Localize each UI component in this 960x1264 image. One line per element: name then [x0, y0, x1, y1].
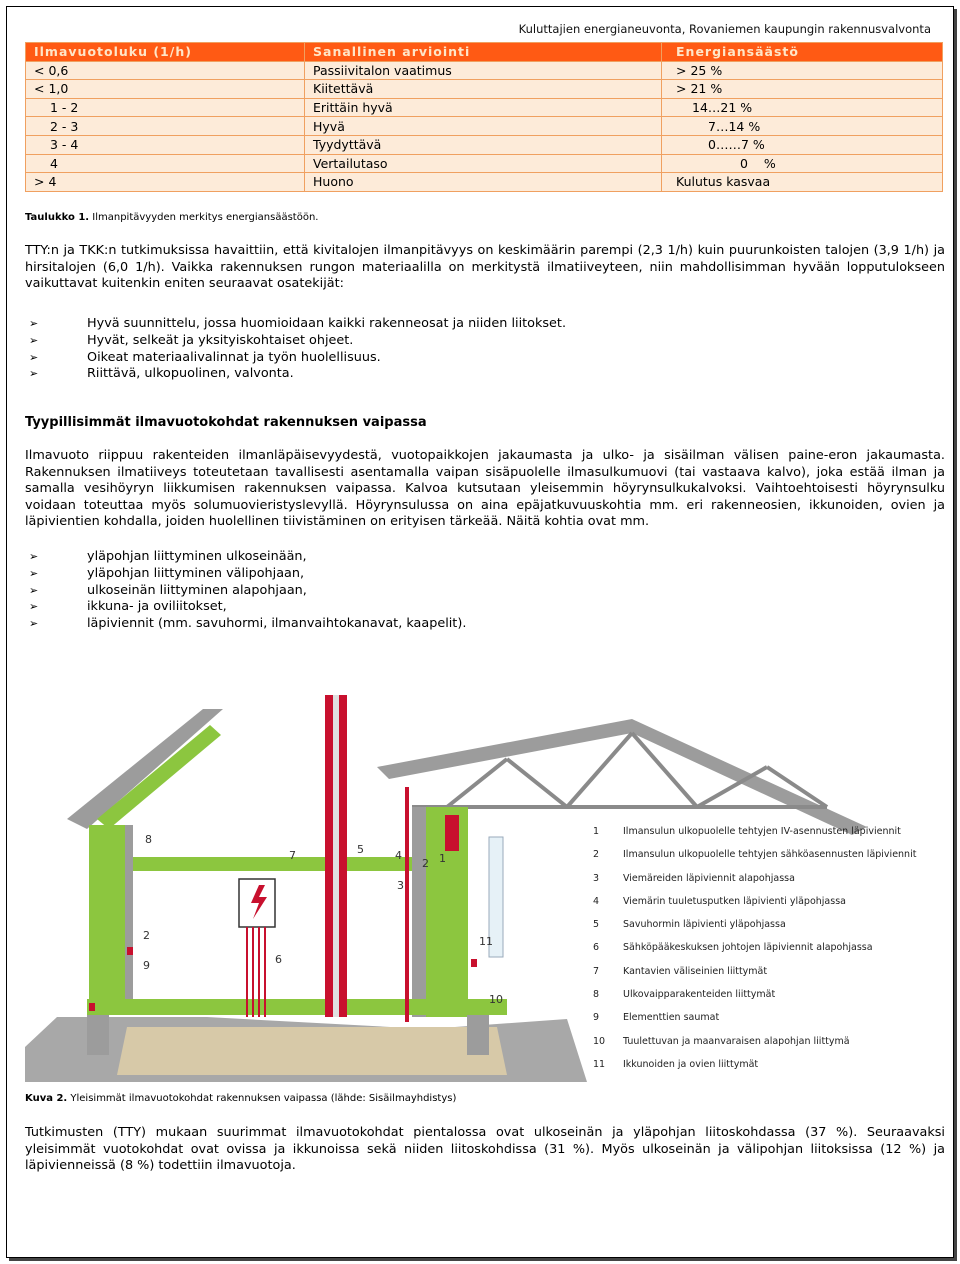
left-wall — [89, 825, 127, 1015]
list-item: ➢ Riittävä, ulkopuolinen, valvonta. — [29, 366, 294, 382]
table-cell: Hyvä — [305, 117, 662, 136]
caption-text: Yleisimmät ilmavuotokohdat rakennuksen vaipassa (lähde: Sisäilmayhdistys) — [67, 1093, 457, 1104]
callout: 9 — [143, 959, 150, 972]
paragraph-intro: TTY:n ja TKK:n tutkimuksissa havaittiin, että kivitalojen ilmanpitävyys on keskimäärin parempi (2,3 1/h) kuin puurunkoisten talojen (3,9 1/h) ja hirsitalojen (6,0 1/h). Vaikka rakennuksen rungon materiaalilla on merkitystä ilmatiiveyteen, niin mahdollisimman hyvään lopputulokseen vaikuttavat kuitenkin eniten seuraavat osatekijät: — [25, 243, 945, 292]
callout: 2 — [422, 857, 429, 870]
table-cell: > 25 % — [662, 61, 943, 80]
roof-left-insulation — [97, 725, 221, 829]
table-cell: Passiivitalon vaatimus — [305, 61, 662, 80]
section-heading: Tyypillisimmät ilmavuotokohdat rakennuksen vaipassa — [25, 415, 427, 430]
table-header: Ilmavuotoluku (1/h) — [26, 43, 305, 62]
figure-caption — [25, 1093, 456, 1104]
table-cell: < 1,0 — [26, 80, 305, 99]
caption-text: Ilmanpitävyyden merkitys energiansäästöön. — [89, 212, 319, 223]
chimney-core — [333, 695, 339, 1017]
callout: 4 — [395, 849, 402, 862]
table-cell: > 21 % — [662, 80, 943, 99]
running-header: Kuluttajien energianeuvonta, Rovaniemen kaupungin rakennusvalvonta — [518, 22, 931, 36]
list-item: ➢ yläpohjan liittyminen ulkoseinään, — [29, 549, 307, 564]
table-cell: Kulutus kasvaa — [662, 173, 943, 192]
list-item: ➢ ulkoseinän liittyminen alapohjaan, — [29, 582, 307, 598]
arrow-bullet-icon: ➢ — [29, 600, 39, 614]
arrow-bullet-icon: ➢ — [29, 583, 39, 597]
table-cell: 4 — [26, 154, 305, 173]
foundation — [467, 1015, 489, 1055]
arrow-bullet-icon: ➢ — [29, 367, 39, 381]
vent-pipe — [445, 815, 459, 851]
callout: 2 — [143, 929, 150, 942]
table-header: Energiansäästö — [662, 43, 943, 62]
base-slab — [87, 999, 507, 1015]
list-item: ➢ yläpohjan liittyminen välipohjaan, — [29, 565, 305, 581]
paragraph-conclusion: Tutkimusten (TTY) mukaan suurimmat ilmavuotokohdat pientalossa ovat ulkoseinän ja yläpohjan liitoskohdassa (37 %). Seuraavaksi yleisimmät vuotokohdat ovat ovissa ja ikkunoissa sekä niiden liitoskohdissa (31 %). Myös ulkoseinän ja välipohjan liitoksissa (12 %) ja läpivienneissä (8 %) todettiin ilmavuotoja. — [25, 1125, 945, 1174]
table-cell: 14…21 % — [662, 98, 943, 117]
foundation — [87, 1015, 109, 1055]
list-item: ➢ Hyvä suunnittelu, jossa huomioidaan kaikki rakenneosat ja niiden liitokset. — [29, 316, 567, 331]
right-wall — [412, 807, 426, 1017]
left-wall-inner — [125, 825, 133, 1015]
callout: 7 — [289, 849, 296, 862]
callout: 8 — [145, 833, 152, 846]
arrow-bullet-icon: ➢ — [29, 333, 39, 347]
table-cell: Tyydyttävä — [305, 135, 662, 154]
callout: 6 — [275, 953, 282, 966]
table-cell: 0 % — [662, 154, 943, 173]
caption-label: Taulukko 1. — [25, 212, 90, 223]
arrow-bullet-icon: ➢ — [29, 350, 39, 364]
caption-label: Kuva 2. — [25, 1093, 68, 1104]
table-cell: < 0,6 — [26, 61, 305, 80]
table-cell: Huono — [305, 173, 662, 192]
table-cell: Vertailutaso — [305, 154, 662, 173]
table-cell: 0……7 % — [662, 135, 943, 154]
table-cell: Kiitettävä — [305, 80, 662, 99]
roof-truss — [412, 733, 827, 807]
table-cell: 7…14 % — [662, 117, 943, 136]
gravel-shape — [117, 1027, 507, 1075]
table-cell: 2 - 3 — [26, 117, 305, 136]
table-header: Sanallinen arviointi — [305, 43, 662, 62]
document-page: Kuluttajien energianeuvonta, Rovaniemen kaupungin rakennusvalvonta Ilmavuotoluku (1/h) Sanallinen arviointi Energiansäästö < 0,6 Passiivitalon vaatimus > 25 % < 1,0 Kiitettävä > 21 % 1 - 2 Erittäin hyvä 14…21 % 2 - 3 Hyvä 7…14 % 3 - 4 Tyydyttävä 0……7 % 4 Vertailutaso 0 % > 4 Huono Kulutus kasvaa Taulukko 1. Ilmanpitävyyden merkitys energiansäästöön. TTY:n ja TKK:n tutkimuksissa havaittiin, että kivitalojen ilmanpitävyys on keskimäärin parempi (2,3 1/h) kuin puurunkoisten talojen (3,9 1/h) ja hirsitalojen (6,0 1/h). Vaikka rakennuksen rungon materiaalilla on merkitystä ilmatiiveyteen, niin mahdollisimman hyvään lopputulokseen vaikuttavat kuitenkin eniten seuraavat osatekijät: ➢ Hyvä suunnittelu, jossa huomioidaan kaikki rakenneosat ja niiden liitokset. ➢ Hyvät, selkeät ja yksityiskohtaiset ohjeet. ➢ Oikeat materiaalivalinnat ja työn huolellisuus. ➢ Riittävä, ulkopuolinen, valvonta. Tyypillisimmät ilmavuotokohdat rakennuksen vaipassa Ilmavuoto riippuu rakenteiden ilmanläpäisevyydestä, vuotopaikkojen jakaumasta ja ulko- ja sisäilman välisen paine-eron jakaumasta. Rakennuksen ilmatiiveys toteutetaan tavallisesti asentamalla vaipan sisäpuolelle ilmasulkumuovi (tai vastaava kalvo), joka estää ilman ja samalla vesihöyryn liikkumisen rakennuksen vaipassa. Kalvoa kutsutaan yleisemmin höyrynsulkukalvoksi. Vaihtoehtoisesti höyrynsulku voidaan toteuttaa myös solumuovieristyslevyllä. Höyrynsulussa on aina epäjatkuvuuskohtia mm. eri rakenneosien, ikkunoiden, ovien ja läpivientien kohdalla, joiden huolellinen tiivistäminen on erityisen tärkeää. Näitä kohtia ovat mm. ➢ yläpohjan liittyminen ulkoseinään, ➢ yläpohjan liittyminen välipohjaan, ➢ ulkoseinän liittyminen alapohjaan, ➢ ikkuna- ja oviliitokset, ➢ läpiviennit (mm. savuhormi, ilmanvaihtokanavat, kaapelit). 8 7 5 4 2 1 3 2 9 10 11 6 1 Ilmansulun ulkopuolelle tehtyjen IV-asennusten läpiviennit 2 Ilmansulun ulkopuolelle tehtyjen sähköasennusten läpiviennit 3 Viemäreiden läpiviennit alapohjassa 4 Viemärin tuuletusputken läpivienti yläpohjassa 5 Savuhormin läpivienti yläpohjassa 6 Sähköpääkeskuksen johtojen läpiviennit alapohjassa 7 Kantavien väliseinien liittymät 8 Ulkovaipparakenteiden liittymät 9 Elementtien saumat 10 Tuulettuvan ja maanvaraisen alapohjan liittymä 11 Ikkunoiden ja ovien liittymät Kuva 2. Yleisimmät ilmavuotokohdat rakennuksen vaipassa (lähde: Sisäilmayhdistys) Tutkimusten (TTY) mukaan suurimmat ilmavuotokohdat pientalossa ovat ulkoseinän ja yläpohjan liitoskohdassa (37 %). Seuraavaksi yleisimmät vuotokohdat ovat ovissa ja ikkunoissa sekä niiden liitoskohdissa (31 %). Myös ulkoseinän ja välipohjan liitoksissa (12 %) ja läpivienneissä (8 %) todettiin ilmavuotoja. — [6, 6, 954, 1258]
paragraph-body: Ilmavuoto riippuu rakenteiden ilmanläpäisevyydestä, vuotopaikkojen jakaumasta ja ulko- ja sisäilman välisen paine-eron jakaumasta. Rakennuksen ilmatiiveys toteutetaan tavallisesti asentamalla vaipan sisäpuolelle ilmasulkumuovi (tai vastaava kalvo), joka estää ilman ja samalla vesihöyryn liikkumisen rakennuksen vaipassa. Kalvoa kutsutaan yleisemmin höyrynsulkukalvoksi. Vaihtoehtoisesti höyrynsulku voidaan toteuttaa myös solumuovieristyslevyllä. Höyrynsulussa on aina epäjatkuvuuskohtia mm. eri rakenneosien, ikkunoiden, ovien ja läpivientien kohdalla, joiden huolellinen tiivistäminen on erityisen tärkeää. Näitä kohtia ovat mm. — [25, 448, 945, 530]
upper-floor — [133, 857, 433, 871]
list-item: ➢ Oikeat materiaalivalinnat ja työn huolellisuus. — [29, 349, 381, 365]
arrow-bullet-icon: ➢ — [29, 566, 39, 580]
roof-left — [67, 709, 223, 829]
arrow-bullet-icon: ➢ — [29, 617, 39, 631]
callout: 5 — [357, 843, 364, 856]
list-item: ➢ läpiviennit (mm. savuhormi, ilmanvaihtokanavat, kaapelit). — [29, 616, 467, 632]
table-cell: 3 - 4 — [26, 135, 305, 154]
callout: 10 — [489, 993, 503, 1006]
table-cell: Erittäin hyvä — [305, 98, 662, 117]
list-item: ➢ Hyvät, selkeät ja yksityiskohtaiset ohjeet. — [29, 332, 354, 348]
callout: 1 — [439, 852, 446, 865]
table-cell: 1 - 2 — [26, 98, 305, 117]
list-item: ➢ ikkuna- ja oviliitokset, — [29, 599, 227, 615]
callout: 11 — [479, 935, 493, 948]
arrow-bullet-icon: ➢ — [29, 550, 39, 563]
arrow-bullet-icon: ➢ — [29, 317, 39, 330]
table-cell: > 4 — [26, 173, 305, 192]
callout: 3 — [397, 879, 404, 892]
